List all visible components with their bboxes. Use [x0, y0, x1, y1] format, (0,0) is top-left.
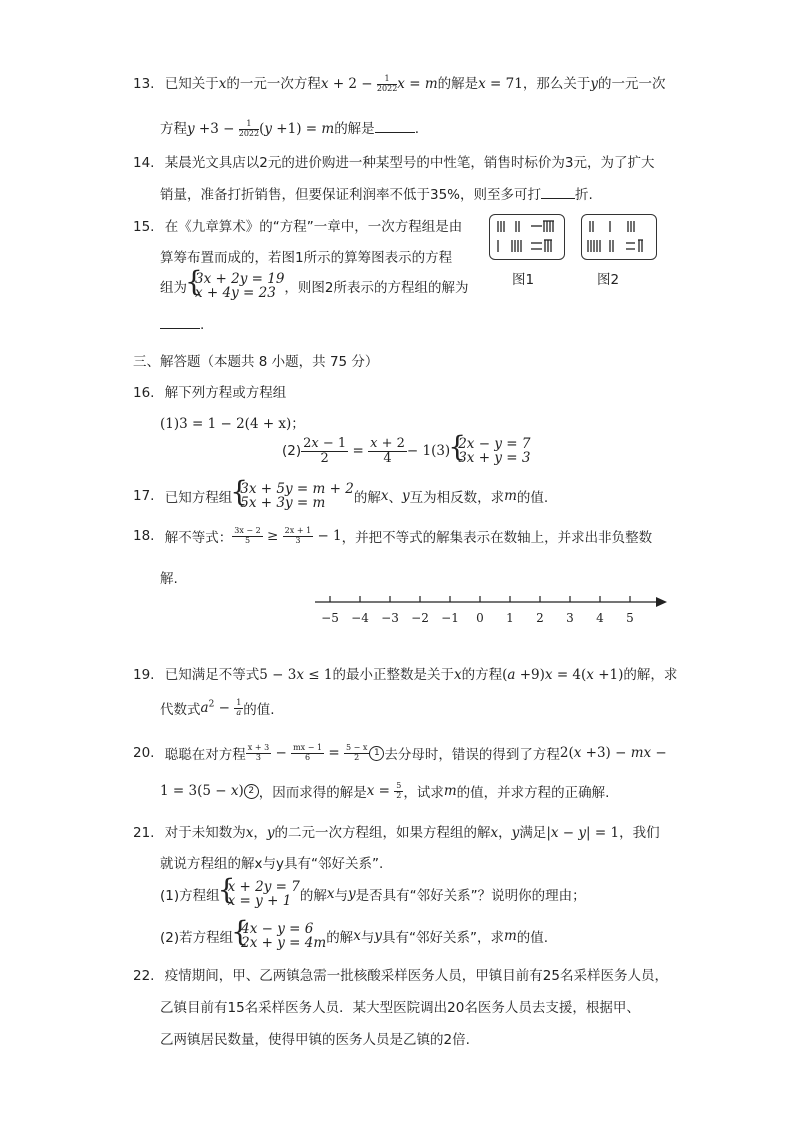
question-15: 15. 在《九章算术》的“方程”一章中，一次方程组是由 [133, 219, 463, 235]
question-number: 13. [133, 76, 155, 92]
question-18-line2: 解. [160, 571, 178, 587]
number-line-label: 0 [476, 611, 484, 625]
counting-rods-1 [490, 215, 564, 259]
question-16: 16. 解下列方程或方程组 [133, 385, 287, 401]
question-21-part2: (2)若方程组 { 4x − y = 6 2x + y = 4m 的解x与y具有“邻好关系”，求m的值. [160, 922, 548, 950]
number-line-label: 2 [536, 611, 544, 625]
number-line-label: 4 [596, 611, 604, 625]
question-15-line2: 算筹布置而成的，若图1所示的算筹图表示的方程 [160, 250, 453, 266]
question-14: 14. 某晨光文具店以2元的进价购进一种某型号的中性笔，销售时标价为3元，为了扩大 [133, 155, 655, 171]
fraction: $\frac{1}{2022}$ [376, 74, 398, 93]
question-13-line2: 方程y +3 − $\frac{1}{2022}$ (y +1) = m的解是 . [160, 119, 419, 138]
question-19: 19. 已知满足不等式5 − 3x ≤ 1的最小正整数是关于x的方程(a +9)x = 4(x +1)的解，求 [133, 667, 678, 683]
question-14-line2: 销量，准备打折销售，但要保证利润率不低于35%，则至多可打 折. [160, 187, 593, 203]
figure-2-label: 图2 [597, 272, 620, 288]
question-number: 21. [133, 825, 155, 841]
question-15-line3: 组为 { 3x + 2y = 19 x + 4y = 23 ，则图2所表示的方程组的解为 [160, 272, 469, 300]
question-19-line2: 代数式$a^2$ − $\frac{1}{a}$ 的值. [160, 698, 275, 718]
question-number: 19. [133, 667, 155, 683]
question-number: 17. [133, 488, 155, 505]
number-line-label: 5 [626, 611, 634, 625]
question-13: 13. 已知关于x的一元一次方程x + 2 − $\frac{1}{2022}$ x = m的解是x = 71，那么关于y的一元一次 [133, 74, 666, 93]
number-line-label: −4 [351, 611, 369, 625]
question-22: 22. 疫情期间，甲、乙两镇急需一批核酸采样医务人员，甲镇目前有25名采样医务人员， [133, 968, 668, 984]
question-20-line2: 1 = 3(5 − x) 2 ，因而求得的解是x = $\frac{5}{2}$ ，试求m的值，并求方程的正确解. [160, 781, 610, 801]
figure-1-label: 图1 [512, 272, 535, 288]
number-line-label: 1 [506, 611, 514, 625]
question-20: 20. 聪聪在对方程 $\frac{x + 3}{3}$ − $\frac{mx - 1}{6}$ = $\frac{5 - x}{2}$ 1 去分母时，错误的得到了方程2(x +3) − mx − [133, 743, 667, 763]
question-16-part2: (2) $\frac{2x - 1}{2}$ = $\frac{x + 2}{4}$ − 1(3) { 2x − y = 7 3x + y = 3 [282, 437, 530, 465]
counting-rods-2 [582, 215, 656, 259]
section-heading: 三、解答题（本题共 8 小题，共 75 分） [133, 354, 379, 370]
question-21: 21. 对于未知数为x，y的二元一次方程组，如果方程组的解x，y满足|x − y| = 1，我们 [133, 825, 660, 841]
question-21-line2: 就说方程组的解x与y具有“邻好关系”. [160, 856, 384, 872]
question-17: 17. 已知方程组 { 3x + 5y = m + 2 5x + 3y = m 的解x、y互为相反数，求m的值. [133, 482, 548, 510]
question-22-line3: 乙两镇居民数量，使得甲镇的医务人员是乙镇的2倍. [160, 1032, 470, 1048]
answer-blank[interactable] [375, 132, 415, 133]
equation-system: { 3x + 2y = 19 x + 4y = 23 [187, 272, 284, 300]
answer-blank[interactable] [541, 198, 575, 199]
answer-blank[interactable] [160, 328, 200, 329]
figure-1-counting-rods [489, 214, 565, 260]
question-15-line4: . [160, 317, 204, 333]
number-line [310, 590, 670, 630]
number-line-label: 3 [566, 611, 574, 625]
question-number: 15. [133, 219, 155, 235]
question-22-line2: 乙镇目前有15名采样医务人员．某大型医院调出20名医务人员去支援，根据甲、 [160, 1000, 640, 1016]
question-16-part1: (1)3 = 1 − 2(4 + x)； [160, 416, 305, 432]
number-line-label: −3 [381, 611, 399, 625]
question-number: 20. [133, 745, 155, 761]
figure-2-counting-rods [581, 214, 657, 260]
question-number: 14. [133, 155, 155, 171]
question-18: 18. 解不等式： $\frac{3x - 2}{5}$ ≥ $\frac{2x + 1}{3}$ − 1，并把不等式的解集表示在数轴上，并求出非负整数 [133, 526, 653, 546]
question-number: 16. [133, 385, 155, 401]
question-number: 18. [133, 528, 155, 544]
question-21-part1: (1)方程组 { x + 2y = 7 x = y + 1 的解x与y是否具有“邻好关系”？说明你的理由； [160, 880, 586, 908]
number-line-label: −5 [321, 611, 339, 625]
number-line-label: −1 [441, 611, 459, 625]
number-line-label: −2 [411, 611, 429, 625]
question-number: 22. [133, 968, 155, 984]
